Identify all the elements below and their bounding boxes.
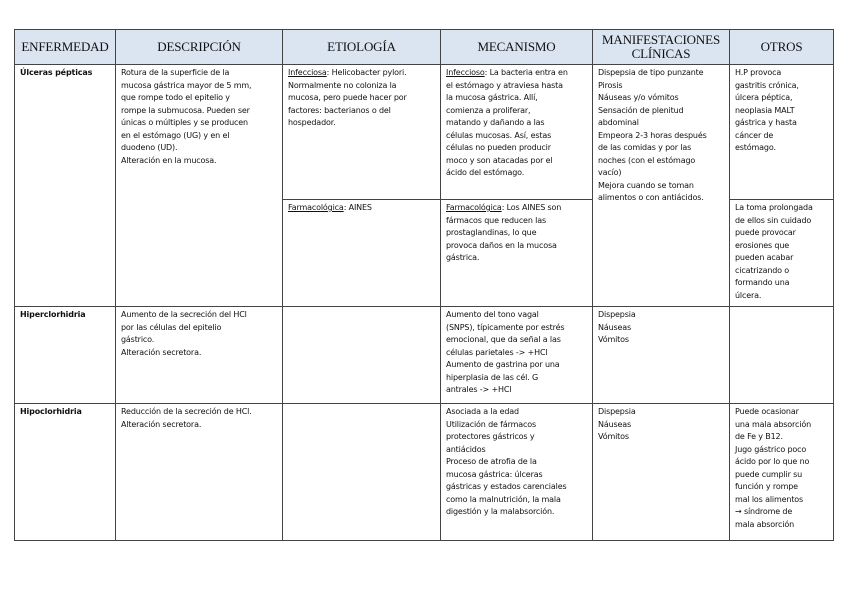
ulceras-mecanismo-farmacologico: Farmacológica: Los AINES son fármacos que reducen las prostaglandinas, lo que provoca daños en la mucosa gástrica. xyxy=(441,200,593,307)
hipo-etiologia xyxy=(283,404,441,541)
hiper-mecanismo: Aumento del tono vagal (SNPS), típicamente por estrés emocional, que da señal a las células parietales -> +HCl Aumento de gastrina por una hiperplasia de las cél. G antrales -> +HCl xyxy=(441,307,593,404)
header-manifestaciones: MANIFESTACIONES CLÍNICAS xyxy=(593,30,730,65)
ulceras-etiologia-farmacologica: Farmacológica: AINES xyxy=(283,200,441,307)
header-descripcion: DESCRIPCIÓN xyxy=(116,30,283,65)
hipo-manifestaciones: Dispepsia Náuseas Vómitos xyxy=(593,404,730,541)
hiper-descripcion: Aumento de la secreción del HCl por las células del epitelio gástrico. Alteración secretora. xyxy=(116,307,283,404)
hiper-otros xyxy=(730,307,834,404)
header-otros: OTROS xyxy=(730,30,834,65)
hipo-otros: Puede ocasionar una mala absorción de Fe y B12. Jugo gástrico poco ácido por lo que no puede cumplir su función y rompe mal los alimentos → síndrome de mala absorción xyxy=(730,404,834,541)
hiper-manifestaciones: Dispepsia Náuseas Vómitos xyxy=(593,307,730,404)
disease-table xyxy=(14,29,834,541)
ulceras-manifestaciones: Dispepsia de tipo punzante Pirosis Náuseas y/o vómitos Sensación de plenitud abdominal Empeora 2-3 horas después de las comidas y por las noches (con el estómago vacío) Mejora cuando se toman alimentos o con antiácidos. xyxy=(593,65,730,307)
hiper-etiologia xyxy=(283,307,441,404)
disease-name-hipoclorhidria: Hipoclorhidria xyxy=(15,404,116,541)
ulceras-mecanismo-infeccioso: Infeccioso: La bacteria entra en el estómago y atraviesa hasta la mucosa gástrica. Allí, comienza a proliferar, matando y dañando a las células mucosas. Así, estas células no pueden producir moco y son atacadas por el ácido del estómago. xyxy=(441,65,593,200)
ulceras-etiologia-infecciosa: Infecciosa: Helicobacter pylori. Normalmente no coloniza la mucosa, pero puede hacer por factores: bacterianos o del hospedador. xyxy=(283,65,441,200)
ulceras-otros-farmacologica: La toma prolongada de ellos sin cuidado puede provocar erosiones que pueden acabar cicatrizando o formando una úlcera. xyxy=(730,200,834,307)
hipo-descripcion: Reducción de la secreción de HCl. Alteración secretora. xyxy=(116,404,283,541)
header-enfermedad: ENFERMEDAD xyxy=(15,30,116,65)
header-mecanismo: MECANISMO xyxy=(441,30,593,65)
header-etiologia: ETIOLOGÍA xyxy=(283,30,441,65)
hipo-mecanismo: Asociada a la edad Utilización de fármacos protectores gástricos y antiácidos Proceso de atrofia de la mucosa gástrica: úlceras gástricas y estados carenciales como la malnutrición, la mala digestión y la malabsorción. xyxy=(441,404,593,541)
header-row xyxy=(15,30,834,65)
ulceras-otros-infecciosa: H.P provoca gastritis crónica, úlcera péptica, neoplasia MALT gástrica y hasta cáncer de estómago. xyxy=(730,65,834,200)
table-row xyxy=(15,65,834,200)
disease-name-hiperclorhidria: Hiperclorhidria xyxy=(15,307,116,404)
disease-name-ulceras: Úlceras pépticas xyxy=(15,65,116,307)
table-row xyxy=(15,404,834,541)
table-row xyxy=(15,307,834,404)
ulceras-descripcion: Rotura de la superficie de la mucosa gástrica mayor de 5 mm, que rompe todo el epitelio y rompe la submucosa. Pueden ser únicas o múltiples y se producen en el estómago (UG) y en el duodeno (UD). Alteración en la mucosa. xyxy=(116,65,283,307)
